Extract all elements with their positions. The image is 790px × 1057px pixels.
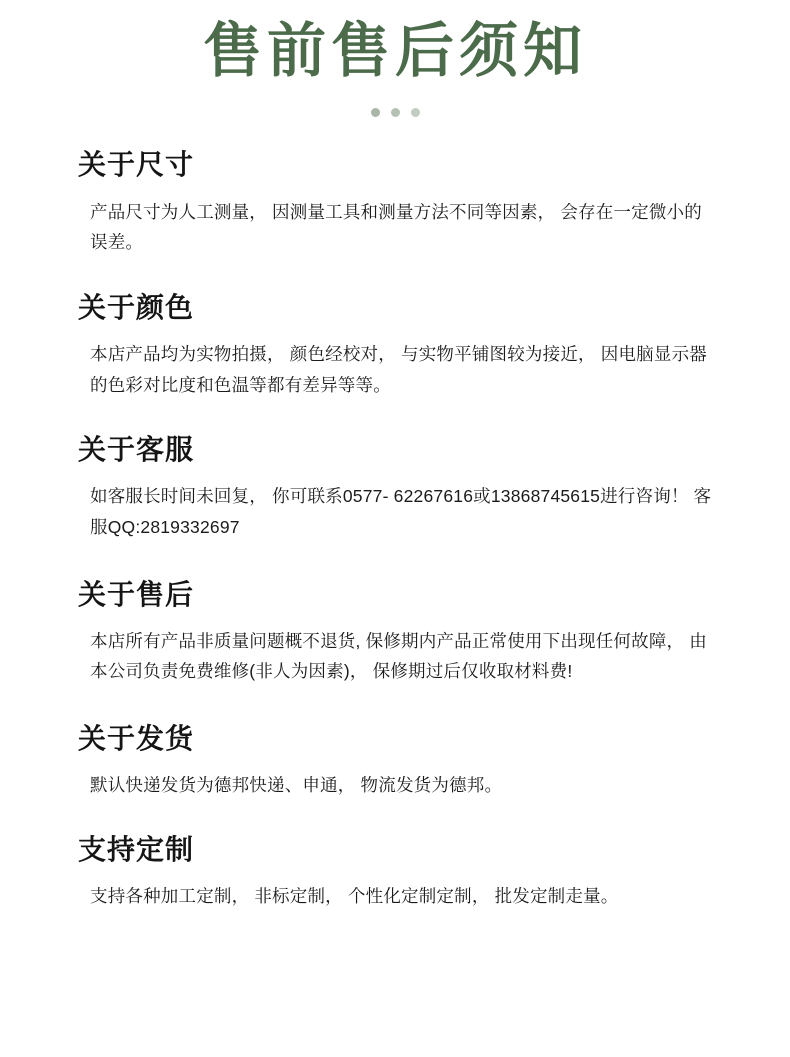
divider-dot-icon xyxy=(411,108,420,117)
section-heading-customization: 支持定制 xyxy=(78,834,195,866)
section-size xyxy=(78,143,712,258)
section-body-shipping: 默认快递发货为德邦快递、申通， 物流发货为德邦。 xyxy=(90,774,503,795)
title-block xyxy=(0,0,790,117)
section-body-customization: 支持各种加工定制， 非标定制， 个性化定制定制， 批发定制走量。 xyxy=(90,886,619,907)
section-heading-color: 关于颜色 xyxy=(78,292,195,324)
divider-dots xyxy=(0,108,790,117)
section-shipping xyxy=(78,717,712,801)
section-heading-shipping: 关于发货 xyxy=(78,722,195,754)
section-body-customer-service: 如客服长时间未回复， 你可联系0577- 62267616或13868745615进行咨询！ 客服QQ:2819332697 xyxy=(90,486,712,537)
section-customization xyxy=(78,828,712,912)
section-heading-size: 关于尺寸 xyxy=(78,148,195,180)
divider-dot-icon xyxy=(371,108,380,117)
section-body-color: 本店产品均为实物拍摄， 颜色经校对， 与实物平铺图较为接近， 因电脑显示器的色彩对比度和色温等都有差异等等。 xyxy=(90,344,707,395)
section-heading-customer-service: 关于客服 xyxy=(78,434,195,466)
sections-container xyxy=(0,143,790,912)
section-after-sales xyxy=(78,573,712,687)
page-title: 售前售后须知 xyxy=(202,18,587,84)
section-heading-after-sales: 关于售后 xyxy=(78,578,195,610)
section-body-size: 产品尺寸为人工测量， 因测量工具和测量方法不同等因素， 会存在一定微小的误差。 xyxy=(90,201,702,253)
section-customer-service xyxy=(78,428,712,542)
section-color xyxy=(78,286,712,400)
divider-dot-icon xyxy=(391,108,400,117)
section-body-after-sales: 本店所有产品非质量问题概不退货, 保修期内产品正常使用下出现任何故障， 由本公司负责免费维修(非人为因素)， 保修期过后仅收取材料费! xyxy=(90,630,707,682)
